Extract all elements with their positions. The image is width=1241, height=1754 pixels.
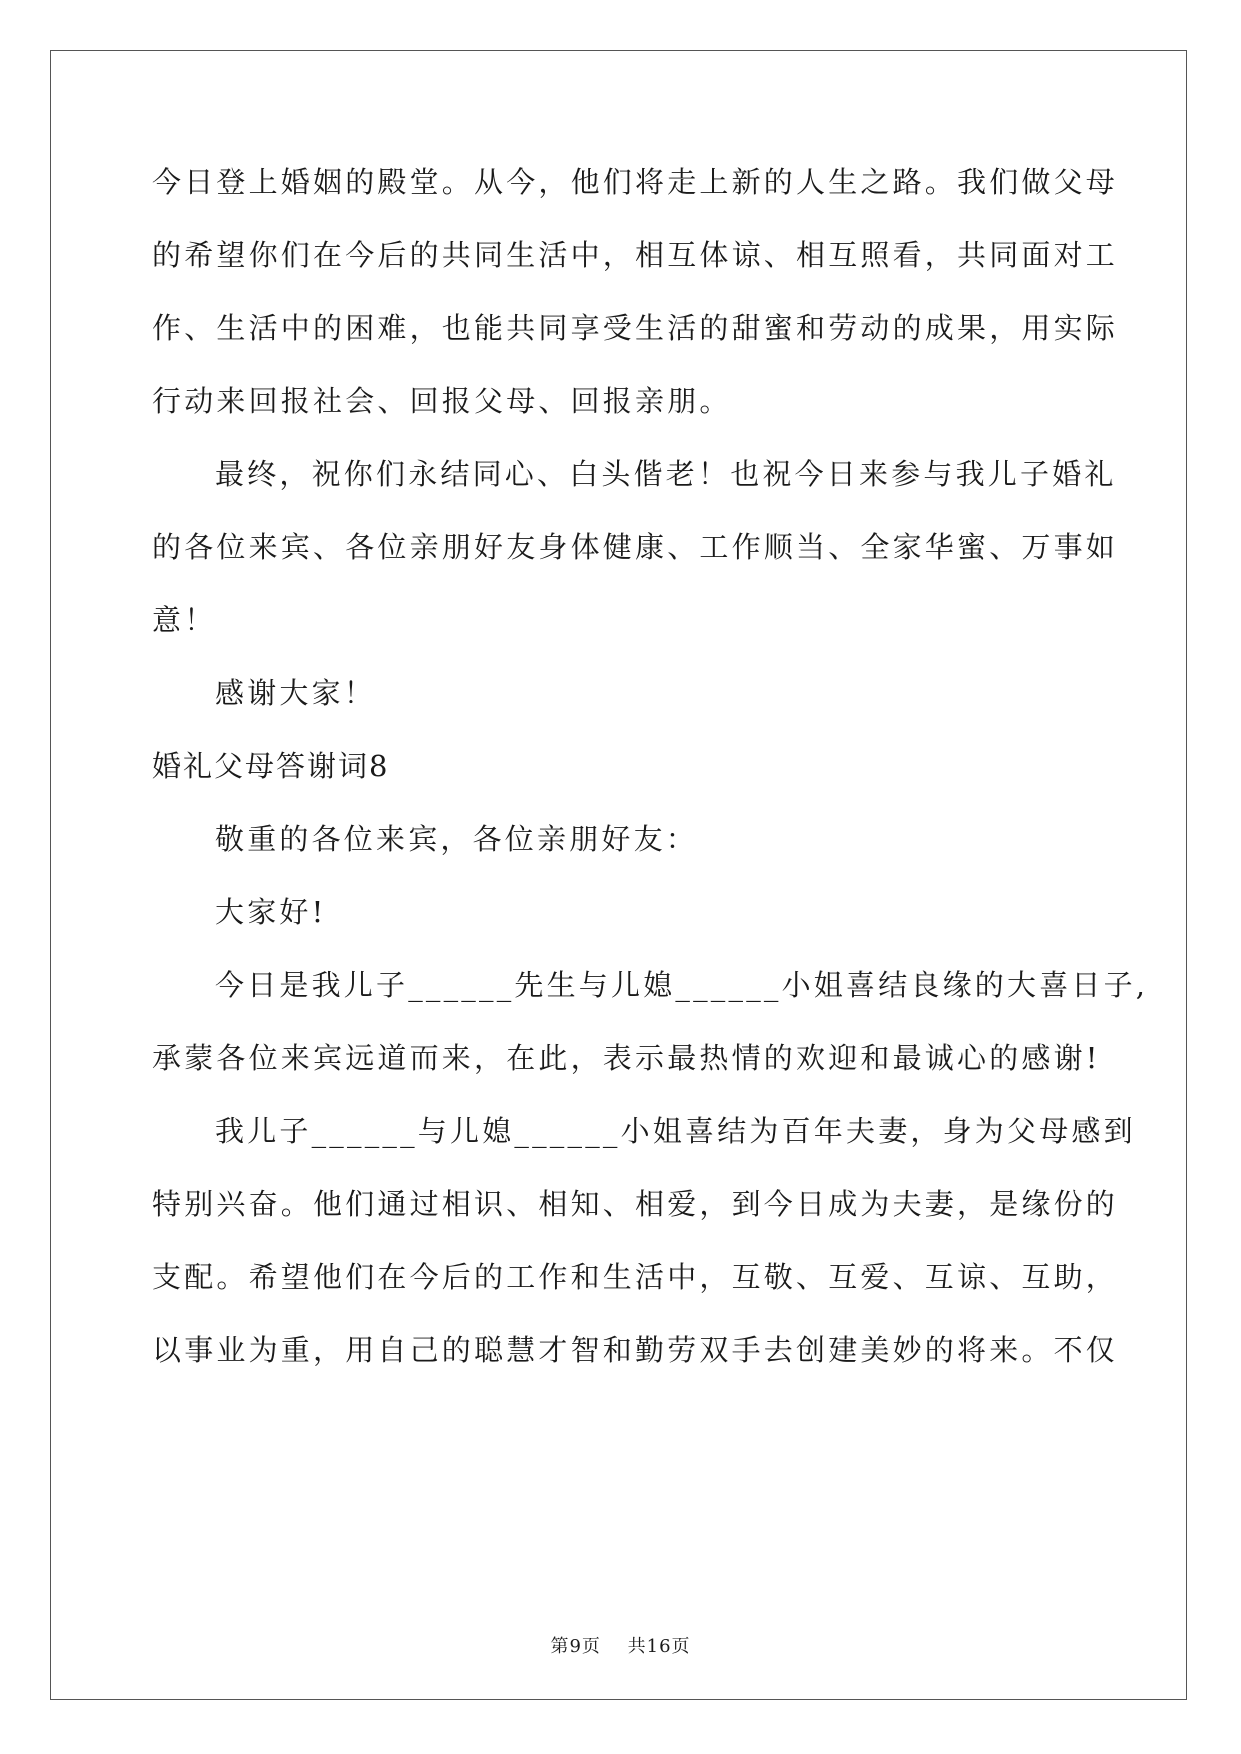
body-line: 敬重的各位来宾，各位亲朋好友：	[215, 822, 699, 856]
body-line: 今日是我儿子______先生与儿媳______小姐喜结良缘的大喜日子,	[215, 968, 1149, 1002]
body-line: 最终，祝你们永结同心、白头偕老！也祝今日来参与我儿子婚礼	[215, 457, 1117, 491]
page-total: 共16页	[627, 1636, 691, 1657]
page-border	[50, 50, 1187, 1700]
body-line: 支配。希望他们在今后的工作和生活中，互敬、互爱、互谅、互助，	[152, 1260, 1119, 1294]
body-line: 以事业为重，用自己的聪慧才智和勤劳双手去创建美妙的将来。不仅	[152, 1333, 1119, 1367]
page-number: 第9页	[550, 1636, 601, 1657]
page-footer	[0, 1632, 1241, 1658]
body-line: 大家好!	[215, 895, 327, 929]
body-line: 的各位来宾、各位亲朋好友身体健康、工作顺当、全家华蜜、万事如	[152, 530, 1119, 564]
section-heading: 婚礼父母答谢词8	[152, 749, 390, 783]
body-line: 感谢大家！	[215, 676, 377, 710]
body-line: 的希望你们在今后的共同生活中，相互体谅、相互照看，共同面对工	[152, 238, 1119, 272]
body-line: 意！	[152, 603, 217, 637]
body-line: 行动来回报社会、回报父母、回报亲朋。	[152, 384, 732, 418]
body-line: 作、生活中的困难，也能共同享受生活的甜蜜和劳动的成果，用实际	[152, 311, 1119, 345]
body-line: 承蒙各位来宾远道而来，在此，表示最热情的欢迎和最诚心的感谢!	[152, 1041, 1101, 1075]
body-line: 特别兴奋。他们通过相识、相知、相爱，到今日成为夫妻，是缘份的	[152, 1187, 1119, 1221]
body-line: 今日登上婚姻的殿堂。从今，他们将走上新的人生之路。我们做父母	[152, 165, 1119, 199]
body-line: 我儿子______与儿媳______小姐喜结为百年夫妻，身为父母感到	[215, 1114, 1136, 1148]
